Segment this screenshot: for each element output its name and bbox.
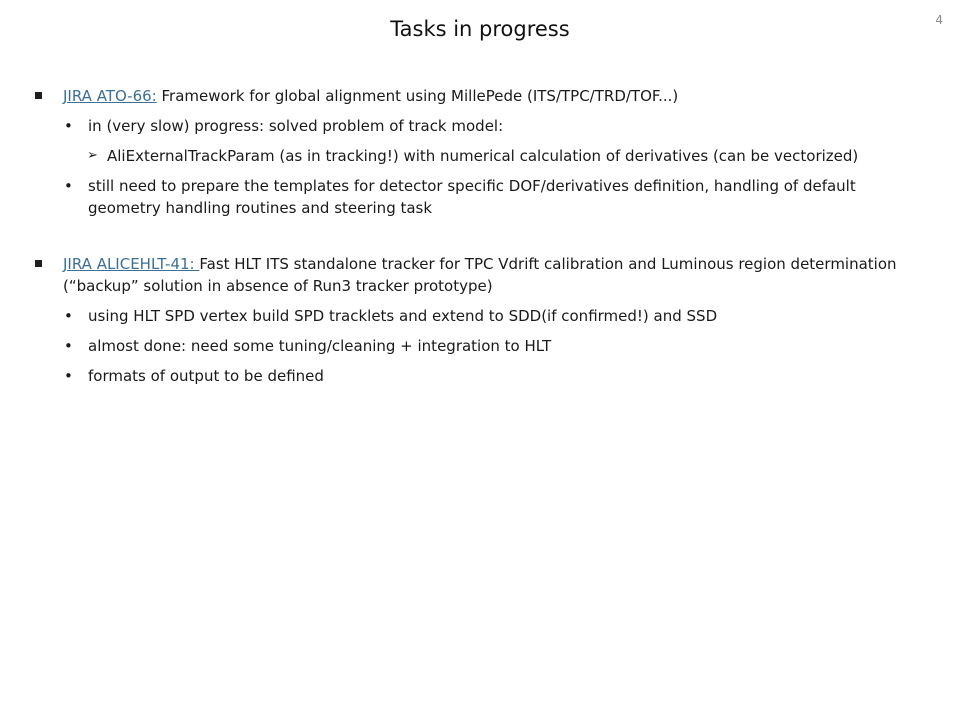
spacer	[35, 227, 915, 253]
sub-bullet-item	[64, 365, 915, 387]
dot-bullet-icon: •	[64, 337, 73, 355]
sub-bullet-item	[64, 305, 915, 327]
slide-content	[35, 85, 915, 395]
bullet-item-ato66	[35, 85, 915, 107]
sub-sub-bullet-text: AliExternalTrackParam (as in tracking!) with numerical calculation of derivatives (can be vectorized)	[107, 147, 859, 165]
dot-bullet-icon: •	[64, 367, 73, 385]
sub-bullet-text: using HLT SPD vertex build SPD tracklets and extend to SDD(if confirmed!) and SSD	[88, 307, 718, 325]
sub-bullet-item	[64, 175, 915, 219]
sub-bullet-text: almost done: need some tuning/cleaning + integration to HLT	[88, 337, 552, 355]
bullet-item-alicehlt41	[35, 253, 915, 297]
sub-bullet-item	[64, 335, 915, 357]
bullet-text: Framework for global alignment using MillePede (ITS/TPC/TRD/TOF...)	[156, 87, 679, 105]
square-bullet-icon	[35, 85, 42, 107]
sub-bullet-item	[64, 115, 915, 137]
slide-title: Tasks in progress	[390, 17, 570, 41]
sub-bullet-text: in (very slow) progress: solved problem of track model:	[88, 117, 504, 135]
dot-bullet-icon: •	[64, 117, 73, 135]
page-number: 4	[935, 13, 943, 27]
square-bullet-icon	[35, 253, 42, 275]
sub-bullet-text: still need to prepare the templates for detector specific DOF/derivatives definition, handling of default geometry handling routines and steering task	[88, 177, 856, 217]
dot-bullet-icon: •	[64, 307, 73, 325]
jira-ato66-link[interactable]: JIRA ATO-66:	[63, 87, 157, 105]
jira-alicehlt41-link[interactable]: JIRA ALICEHLT-41:	[63, 255, 200, 273]
sub-bullet-text: formats of output to be defined	[88, 367, 324, 385]
bullet-text: Fast HLT ITS standalone tracker for TPC Vdrift calibration and Luminous region determination (“backup” solution in absence of Run3 tracker prototype)	[63, 255, 897, 295]
sub-sub-bullet-item	[87, 145, 915, 167]
arrow-bullet-icon: ➢	[87, 148, 98, 163]
dot-bullet-icon: •	[64, 177, 73, 195]
